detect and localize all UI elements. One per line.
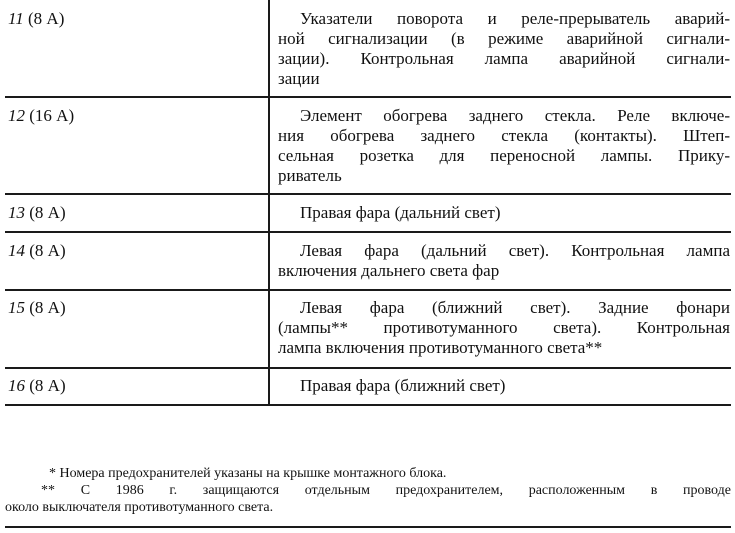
- fuse-description-16: Правая фара (ближний свет): [300, 376, 506, 395]
- fuse-number-12: 12 (16 А): [8, 106, 75, 125]
- fuse-description-15: Левая фара (ближний свет). Задние фонари (лампы** противотуманного света). Контрольная лампа включения противотуманного света**: [278, 298, 730, 357]
- footnote-1: * Номера предохранителей указаны на крышке монтажного блока.: [49, 466, 447, 481]
- row-divider: [5, 96, 731, 98]
- row-divider: [5, 289, 731, 291]
- page-bottom-rule: [5, 526, 731, 528]
- fuse-number-15: 15 (8 А): [8, 298, 66, 317]
- fuse-number-16: 16 (8 А): [8, 376, 66, 395]
- row-divider: [5, 231, 731, 233]
- column-divider: [268, 0, 270, 406]
- fuse-description-13: Правая фара (дальний свет): [300, 203, 501, 222]
- fuse-number-13: 13 (8 А): [8, 203, 66, 222]
- table-bottom-border: [5, 404, 731, 406]
- fuse-number-14: 14 (8 А): [8, 241, 66, 260]
- row-divider: [5, 193, 731, 195]
- row-divider: [5, 367, 731, 369]
- fuse-description-11: Указатели поворота и реле-прерыватель аварий- ной сигнализации (в режиме аварийной сигнали- зации). Контрольная лампа аварийной сигнали- зации: [278, 9, 730, 88]
- fuse-number-11: 11 (8 А): [8, 9, 65, 28]
- fuse-description-12: Элемент обогрева заднего стекла. Реле включе- ния обогрева заднего стекла (контакты). Штеп- сельная розетка для переносной лампы. Прику- риватель: [278, 106, 730, 185]
- fuse-description-14: Левая фара (дальний свет). Контрольная лампа включения дальнего света фар: [278, 241, 730, 280]
- footnote-2: ** С 1986 г. защищаются отдельным предохранителем, расположенным в проводе около выключателя противотуманного света.: [5, 483, 731, 515]
